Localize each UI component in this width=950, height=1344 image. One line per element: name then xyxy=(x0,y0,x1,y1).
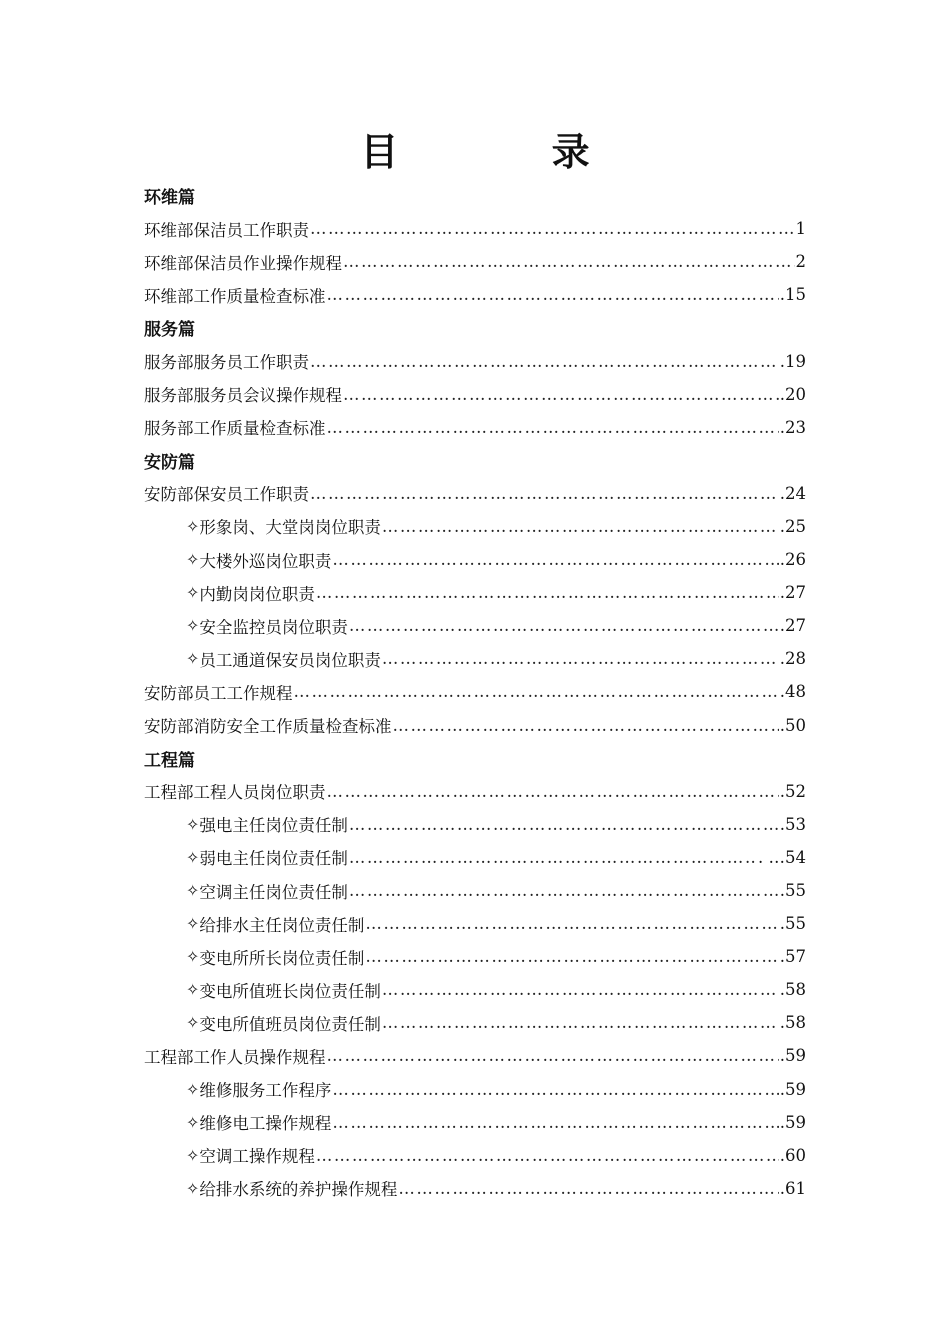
toc-entry xyxy=(144,675,806,708)
toc-page-number: .53 xyxy=(779,814,806,834)
diamond-bullet-icon: ✧ xyxy=(186,814,200,834)
toc-entry-label: 服务部工作质量检查标准 xyxy=(144,419,326,439)
dot-leader xyxy=(294,682,779,701)
toc-entry xyxy=(144,344,806,377)
dot-leader xyxy=(327,782,779,801)
toc-sub-entry xyxy=(144,1106,806,1139)
toc-page-number: .20 xyxy=(779,384,806,404)
toc-entry-label: 环维部保洁员工作职责 xyxy=(144,220,309,240)
dot-leader xyxy=(365,914,778,933)
toc-page-number: . …54 xyxy=(758,847,806,867)
toc-entry-label: 变电所所长岗位责任制 xyxy=(199,948,365,968)
toc-page-number: .52 xyxy=(779,781,806,801)
toc-entry-label: 环维部保洁员作业操作规程 xyxy=(144,253,342,273)
toc-page-number: .61 xyxy=(779,1178,806,1198)
dot-leader xyxy=(393,716,779,735)
toc-sub-entry xyxy=(144,642,806,675)
dot-leader xyxy=(382,649,779,668)
toc-entry xyxy=(144,212,806,245)
dot-leader xyxy=(398,1179,778,1198)
toc-sub-entry xyxy=(144,808,806,841)
toc-sub-entry xyxy=(144,1006,806,1039)
diamond-bullet-icon: ✧ xyxy=(186,649,200,669)
toc-section-heading: 安防篇 xyxy=(144,452,195,473)
toc-entry-label: 给排水系统的养护操作规程 xyxy=(199,1180,398,1200)
diamond-bullet-icon: ✧ xyxy=(186,1079,200,1099)
toc-page-number: .27 xyxy=(779,583,806,603)
toc-entry xyxy=(144,775,806,808)
toc-sub-entry xyxy=(144,1139,806,1172)
dot-leader xyxy=(310,352,779,371)
toc-page-number: .24 xyxy=(779,483,806,503)
toc-page-number: .15 xyxy=(779,285,806,305)
toc-entry-label: 安防部员工工作规程 xyxy=(144,683,293,703)
toc-entry-label: 维修电工操作规程 xyxy=(199,1114,332,1134)
toc-page-number: .25 xyxy=(779,516,806,536)
toc-entry-label: 形象岗、大堂岗岗位职责 xyxy=(199,518,381,538)
toc-entry-label: 服务部服务员工作职责 xyxy=(144,353,309,373)
toc-entry-label: 工程部工程人员岗位职责 xyxy=(144,783,326,803)
toc-page-number: .48 xyxy=(779,682,806,702)
toc-section-heading: 环维篇 xyxy=(144,188,195,209)
toc-page-number: 1 xyxy=(795,219,806,239)
diamond-bullet-icon: ✧ xyxy=(186,847,200,867)
toc-entry-label: 安防部消防安全工作质量检查标准 xyxy=(144,717,392,737)
diamond-bullet-icon: ✧ xyxy=(186,881,200,901)
toc-entry-label: 给排水主任岗位责任制 xyxy=(199,915,365,935)
toc-sub-entry xyxy=(144,841,806,874)
toc-sub-entry xyxy=(144,874,806,907)
toc-page-number: .27 xyxy=(779,616,806,636)
toc-entry-label: 维修服务工作程序 xyxy=(199,1081,332,1101)
toc-page-number: .59 xyxy=(779,1079,806,1099)
toc-entry-label: 强电主任岗位责任制 xyxy=(199,816,348,836)
toc-page-number: .28 xyxy=(779,649,806,669)
toc-entry-label: 空调工操作规程 xyxy=(199,1147,315,1167)
toc-section-heading: 服务篇 xyxy=(144,320,195,341)
dot-leader xyxy=(382,980,779,999)
toc-sub-entry xyxy=(144,609,806,642)
dot-leader xyxy=(327,285,779,304)
toc-sub-entry xyxy=(144,940,806,973)
toc-page-number: .60 xyxy=(779,1145,806,1165)
dot-leader xyxy=(343,252,795,271)
toc-sub-entry xyxy=(144,1073,806,1106)
toc-page-number: .55 xyxy=(779,881,806,901)
diamond-bullet-icon: ✧ xyxy=(186,980,200,1000)
toc-page-number: .23 xyxy=(779,417,806,437)
toc-page-number: .59 xyxy=(779,1046,806,1066)
dot-leader xyxy=(349,815,779,834)
dot-leader xyxy=(327,1046,779,1065)
diamond-bullet-icon: ✧ xyxy=(186,1112,200,1132)
toc-page-number: .19 xyxy=(779,351,806,371)
dot-leader xyxy=(332,1113,778,1132)
toc-entry xyxy=(144,709,806,742)
dot-leader xyxy=(382,1013,779,1032)
dot-leader xyxy=(343,385,779,404)
toc-page-number: 2 xyxy=(795,252,806,272)
table-of-contents xyxy=(144,179,806,1205)
toc-sub-entry xyxy=(144,576,806,609)
toc-sub-entry xyxy=(144,907,806,940)
toc-sub-entry xyxy=(144,510,806,543)
dot-leader xyxy=(349,848,757,867)
diamond-bullet-icon: ✧ xyxy=(186,550,200,570)
dot-leader xyxy=(327,418,779,437)
diamond-bullet-icon: ✧ xyxy=(186,616,200,636)
page-title: 目 录 xyxy=(360,130,660,174)
diamond-bullet-icon: ✧ xyxy=(186,914,200,934)
toc-page-number: .55 xyxy=(779,914,806,934)
toc-entry-label: 内勤岗岗位职责 xyxy=(199,584,315,604)
toc-page-number: .59 xyxy=(779,1112,806,1132)
toc-page-number: .57 xyxy=(779,947,806,967)
diamond-bullet-icon: ✧ xyxy=(186,1145,200,1165)
toc-page-number: .50 xyxy=(779,715,806,735)
toc-entry-label: 安防部保安员工作职责 xyxy=(144,485,309,505)
toc-entry xyxy=(144,411,806,444)
toc-entry-label: 环维部工作质量检查标准 xyxy=(144,286,326,306)
toc-entry xyxy=(144,245,806,278)
diamond-bullet-icon: ✧ xyxy=(186,516,200,536)
diamond-bullet-icon: ✧ xyxy=(186,583,200,603)
dot-leader xyxy=(310,219,795,238)
dot-leader xyxy=(316,1146,779,1165)
toc-entry-label: 变电所值班员岗位责任制 xyxy=(199,1014,381,1034)
diamond-bullet-icon: ✧ xyxy=(186,1013,200,1033)
toc-entry-label: 弱电主任岗位责任制 xyxy=(199,849,348,869)
diamond-bullet-icon: ✧ xyxy=(186,947,200,967)
toc-entry-label: 变电所值班长岗位责任制 xyxy=(199,981,381,1001)
diamond-bullet-icon: ✧ xyxy=(186,1178,200,1198)
toc-section-heading: 工程篇 xyxy=(144,750,195,771)
dot-leader xyxy=(332,550,778,569)
toc-entry-label: 工程部工作人员操作规程 xyxy=(144,1047,326,1067)
toc-entry xyxy=(144,378,806,411)
toc-entry xyxy=(144,278,806,311)
dot-leader xyxy=(316,583,779,602)
toc-entry xyxy=(144,1039,806,1072)
toc-entry-label: 大楼外巡岗位职责 xyxy=(199,551,332,571)
toc-page-number: .58 xyxy=(779,980,806,1000)
dot-leader xyxy=(332,1080,778,1099)
toc-entry-label: 服务部服务员会议操作规程 xyxy=(144,386,342,406)
toc-page-number: .26 xyxy=(779,550,806,570)
toc-entry xyxy=(144,477,806,510)
dot-leader xyxy=(382,517,779,536)
toc-entry-label: 安全监控员岗位职责 xyxy=(199,617,348,637)
toc-entry-label: 员工通道保安员岗位职责 xyxy=(199,650,381,670)
dot-leader xyxy=(365,947,778,966)
toc-sub-entry xyxy=(144,1172,806,1205)
toc-page-number: .58 xyxy=(779,1013,806,1033)
dot-leader xyxy=(349,881,779,900)
toc-sub-entry xyxy=(144,973,806,1006)
dot-leader xyxy=(349,616,779,635)
dot-leader xyxy=(310,484,779,503)
toc-sub-entry xyxy=(144,543,806,576)
toc-entry-label: 空调主任岗位责任制 xyxy=(199,882,348,902)
